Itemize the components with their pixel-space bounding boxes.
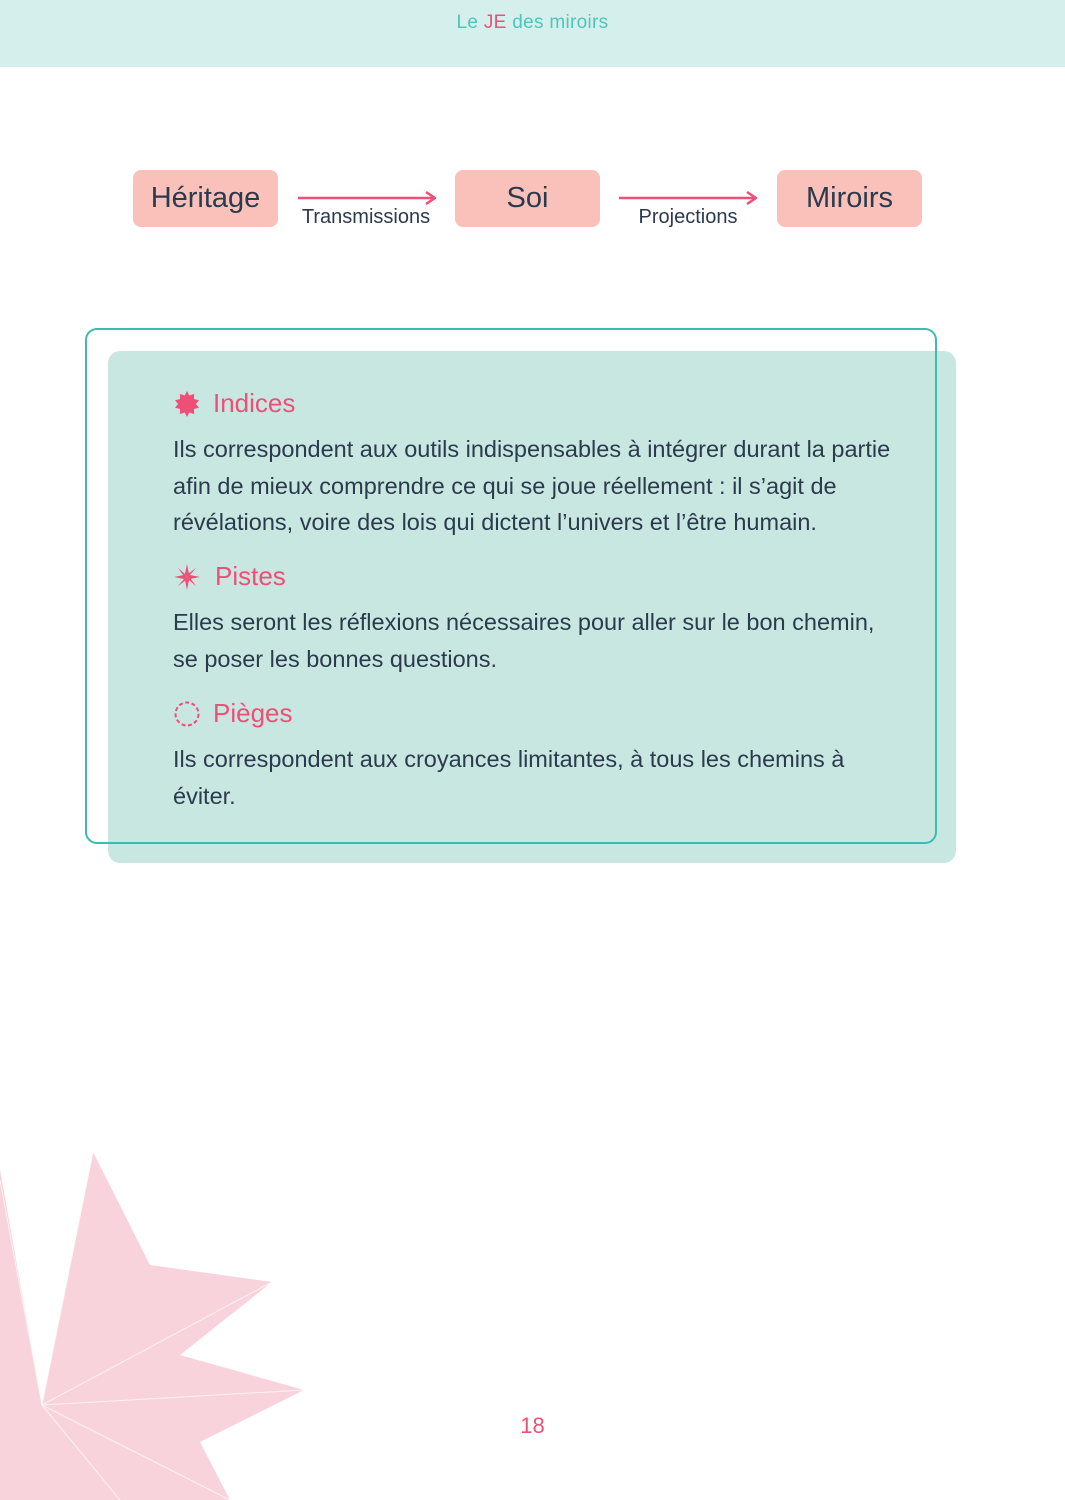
running-title-prefix: Le (456, 12, 484, 33)
section-indices (173, 388, 893, 541)
asterisk-flower-icon (173, 563, 201, 591)
flow-edge-label-projections: Projections (638, 206, 738, 228)
running-title-accent: JE (483, 12, 507, 33)
flow-node-heritage: Héritage (133, 170, 278, 227)
section-title: Pièges (213, 698, 293, 728)
flow-arrow-1 (296, 188, 440, 208)
dotted-circle-icon (173, 700, 201, 728)
section-pistes (173, 561, 893, 677)
page-number: 18 (520, 1413, 545, 1438)
section-body: Elles seront les réflexions nécessaires pour aller sur le bon chemin, se poser les bonnes questions. (173, 609, 875, 672)
flow-edge-label-transmissions: Transmissions (301, 206, 431, 228)
section-heading (173, 561, 893, 592)
flow-node-miroirs: Miroirs (777, 170, 922, 227)
section-body: Ils correspondent aux croyances limitantes, à tous les chemins à éviter. (173, 746, 845, 809)
section-heading (173, 388, 893, 419)
flow-node-soi: Soi (455, 170, 600, 227)
section-title: Pistes (215, 561, 286, 591)
running-title (0, 12, 1065, 34)
running-title-suffix: des miroirs (506, 12, 609, 33)
section-pieges (173, 698, 893, 814)
flow-arrow-2 (617, 188, 761, 208)
section-heading (173, 698, 893, 729)
starburst-icon (173, 390, 201, 418)
page-header (0, 0, 1065, 67)
section-body: Ils correspondent aux outils indispensables à intégrer durant la partie afin de mieux comprendre ce qui se joue réellement : il s’agit de révélations, voire des lois qui dictent l’univers et l’être humain. (173, 436, 891, 535)
section-title: Indices (213, 388, 296, 418)
decorative-star-shape (0, 1140, 320, 1500)
